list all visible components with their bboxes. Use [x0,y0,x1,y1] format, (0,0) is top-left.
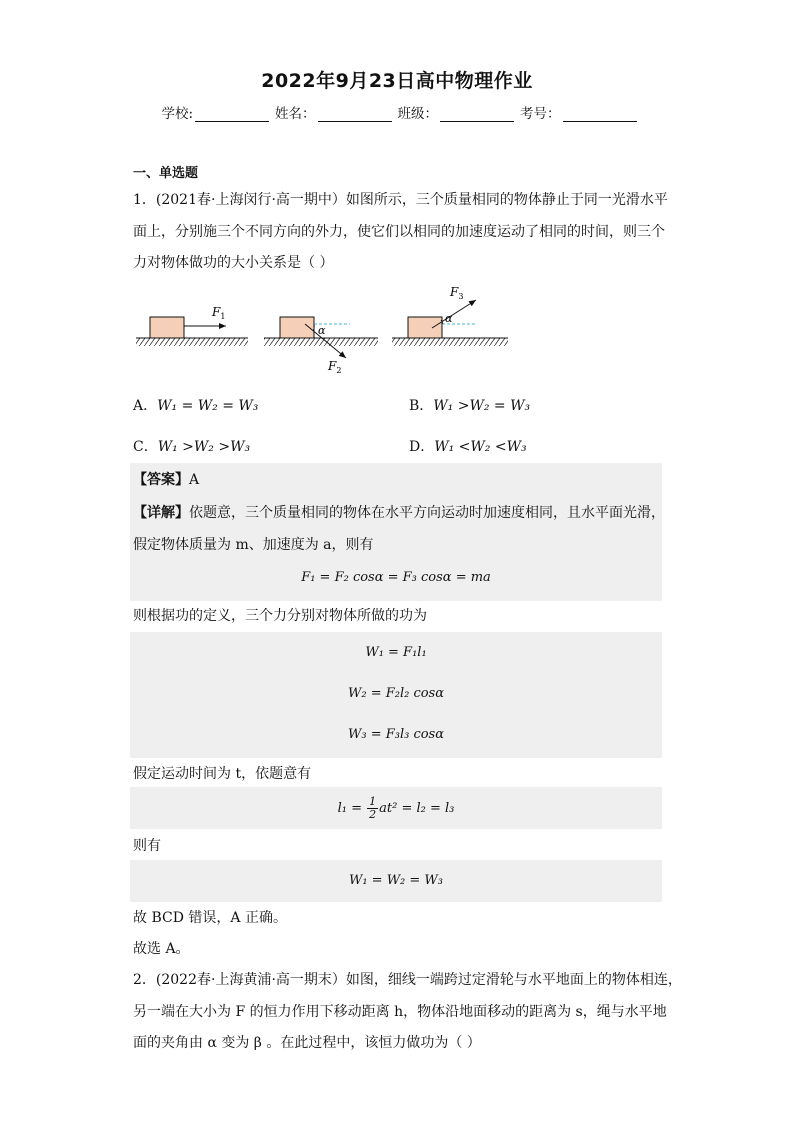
eq5-fraction [367,796,378,821]
q2-text-line3: 面的夹角由 α 变为 β 。在此过程中，该恒力做功为（ ） [133,1035,481,1051]
f3-label: $F_3$ [450,285,464,301]
detail-line2: 假定物体质量为 m、加速度为 a，则有 [133,537,374,553]
section-heading: 一、单选题 [133,166,199,181]
block-2-scene [264,317,378,375]
text-work-definition: 则根据功的定义，三个力分别对物体所做的功为 [133,608,427,624]
option-d-text: W₁ <W₂ <W₃ [434,439,527,455]
school-label: 学校: [161,106,194,122]
equation-3: W₂ = F₂l₂ cosα [347,686,445,701]
block-1-scene [136,305,248,346]
option-a-label: A． [133,398,158,414]
name-blank [318,107,392,122]
answer-value: A [189,472,200,488]
q1-text-line3: 力对物体做功的大小关系是（ ） [133,255,334,271]
option-c-label: C． [133,439,158,455]
option-c[interactable] [133,436,250,456]
option-c-text: W₁ >W₂ >W₃ [157,439,251,455]
eq5-numerator: 1 [369,795,377,808]
angle-label-2: α [318,324,326,337]
equation-5 [130,796,662,821]
page-title: 2022年9月23日高中物理作业 [261,70,533,92]
q2-text-line1: 2．(2022春·上海黄浦·高一期末）如图，细线一端跨过定滑轮与水平地面上的物体相连， [133,972,682,988]
option-d[interactable] [409,436,527,456]
angle-label-3: α [445,312,453,325]
f2-label: $F_2$ [328,359,342,375]
eq5-denominator: 2 [369,808,377,821]
option-b[interactable] [409,395,530,415]
option-a-text: W₁ = W₂ = W₃ [157,398,259,414]
equation-2: W₁ = F₁l₁ [365,645,427,660]
class-label: 班级： [397,106,439,122]
exam-no-label: 考号： [520,106,561,122]
eq5-left: l₁ = [337,801,362,816]
class-blank [440,107,514,122]
q1-force-figure [130,282,520,378]
student-info-row [0,102,794,122]
equation-6: W₁ = W₂ = W₃ [348,873,444,888]
school-blank [195,107,269,122]
text-choice: 故选 A。 [133,941,190,957]
eq5-right: at² = l₂ = l₃ [379,801,455,816]
text-then: 则有 [133,838,161,854]
answer-key: 【答案】 [133,472,189,488]
detail-text1: 依题意，三个质量相同的物体在水平方向运动时加速度相同，且水平面光滑， [189,505,665,521]
q2-text-line2: 另一端在大小为 F 的恒力作用下移动距离 h，物体沿地面移动的距离为 s，绳与水平地 [133,1004,667,1020]
exam-no-blank [563,107,637,122]
option-d-label: D． [409,439,435,455]
equation-4: W₃ = F₃l₃ cosα [347,727,445,742]
text-time: 假定运动时间为 t，依题意有 [133,766,312,782]
q1-text-line2: 面上，分别施三个不同方向的外力，使它们以相同的加速度运动了相同的时间，则三个 [133,224,665,240]
option-a[interactable] [133,395,258,415]
option-b-label: B． [409,398,434,414]
q1-text-line1: 1．(2021春·上海闵行·高一期中）如图所示，三个质量相同的物体静止于同一光滑水平 [133,192,668,208]
option-b-text: W₁ >W₂ = W₃ [433,398,531,414]
equation-1: F₁ = F₂ cosα = F₃ cosα = ma [301,570,491,585]
f1-label: $F_1$ [212,305,226,321]
text-conclusion: 故 BCD 错误，A 正确。 [133,910,287,926]
name-label: 姓名： [275,106,316,122]
answer-line [133,470,199,490]
detail-line1 [133,503,665,523]
block-3-scene [392,285,508,346]
detail-key: 【详解】 [133,505,189,521]
